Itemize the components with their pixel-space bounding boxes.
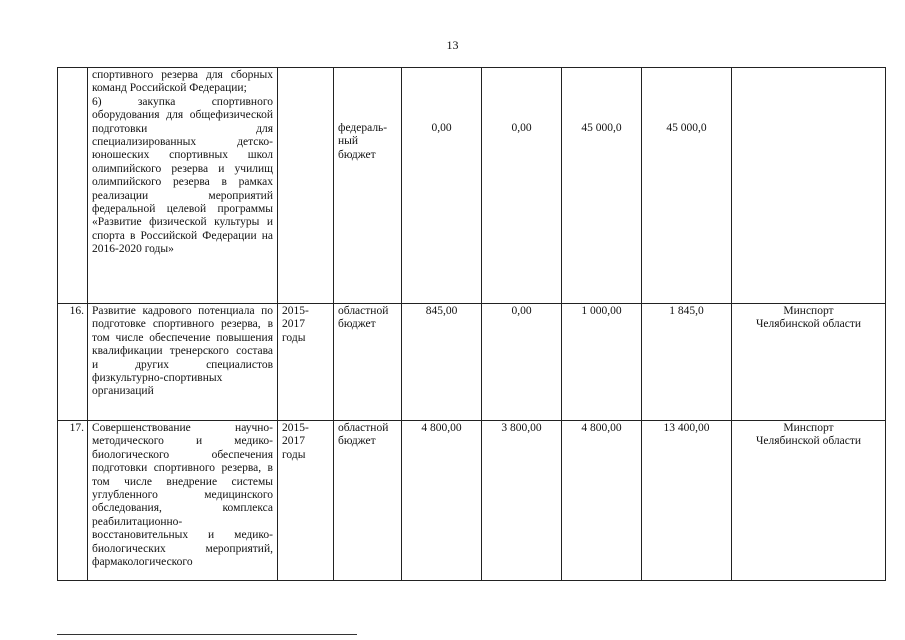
row-value-total: 13 400,00 <box>642 421 732 581</box>
row-value-2016: 0,00 <box>482 68 562 304</box>
row-description: Развитие кадрового потенциала по подготовке спортивного резерва, в том числе обеспечение повышения квалификации тренерского состава и других специалистов физкультурно-спортивных организаций <box>92 305 273 398</box>
page-number: 13 <box>446 38 459 52</box>
row-value-2015: 845,00 <box>402 304 482 421</box>
row-number <box>58 68 88 304</box>
row-executor: Минспорт Челябинской области <box>755 422 862 448</box>
row-description: Совершенствование научно-методического и медико-биологического обеспечения подготовки спортивного резерва, в том числе внедрение системы углубленного медицинского обследования, комплекса реабилитационно-восстановительных и медико-биологических мероприятий, фармакологического <box>92 422 273 569</box>
row-number: 16. <box>58 304 88 421</box>
row-value-2017: 4 800,00 <box>562 421 642 581</box>
table-row <box>58 421 886 581</box>
row-funding-source: областной бюджет <box>338 305 389 331</box>
row-value-total: 45 000,0 <box>642 68 732 304</box>
table-row <box>58 68 886 304</box>
row-funding-source: областной бюджет <box>338 422 389 448</box>
row-value-2017: 1 000,00 <box>562 304 642 421</box>
page-bottom-rule <box>57 634 357 635</box>
row-value-2017: 45 000,0 <box>562 68 642 304</box>
row-description: спортивного резерва для сборных команд Российской Федерации; 6) закупка спортивного оборудования для общефизической подготовки для специализированных детско-юношеских спортивных школ олимпийского резерва и училищ олимпийского резерва в рамках реализации мероприятий федеральной целевой программы «Развитие физической культуры и спорта в Российской Федерации на 2016-2020 годы» <box>92 69 273 256</box>
row-value-2015: 4 800,00 <box>402 421 482 581</box>
row-value-total: 1 845,0 <box>642 304 732 421</box>
program-table <box>57 67 886 581</box>
row-period: 2015- 2017 годы <box>282 305 309 344</box>
row-value-2016: 0,00 <box>482 304 562 421</box>
table-row <box>58 304 886 421</box>
row-period: 2015- 2017 годы <box>282 422 309 461</box>
row-value-2016: 3 800,00 <box>482 421 562 581</box>
row-number: 17. <box>58 421 88 581</box>
row-executor: Минспорт Челябинской области <box>755 305 862 331</box>
row-funding-source: федераль- ный бюджет <box>338 122 388 161</box>
row-value-2015: 0,00 <box>402 68 482 304</box>
